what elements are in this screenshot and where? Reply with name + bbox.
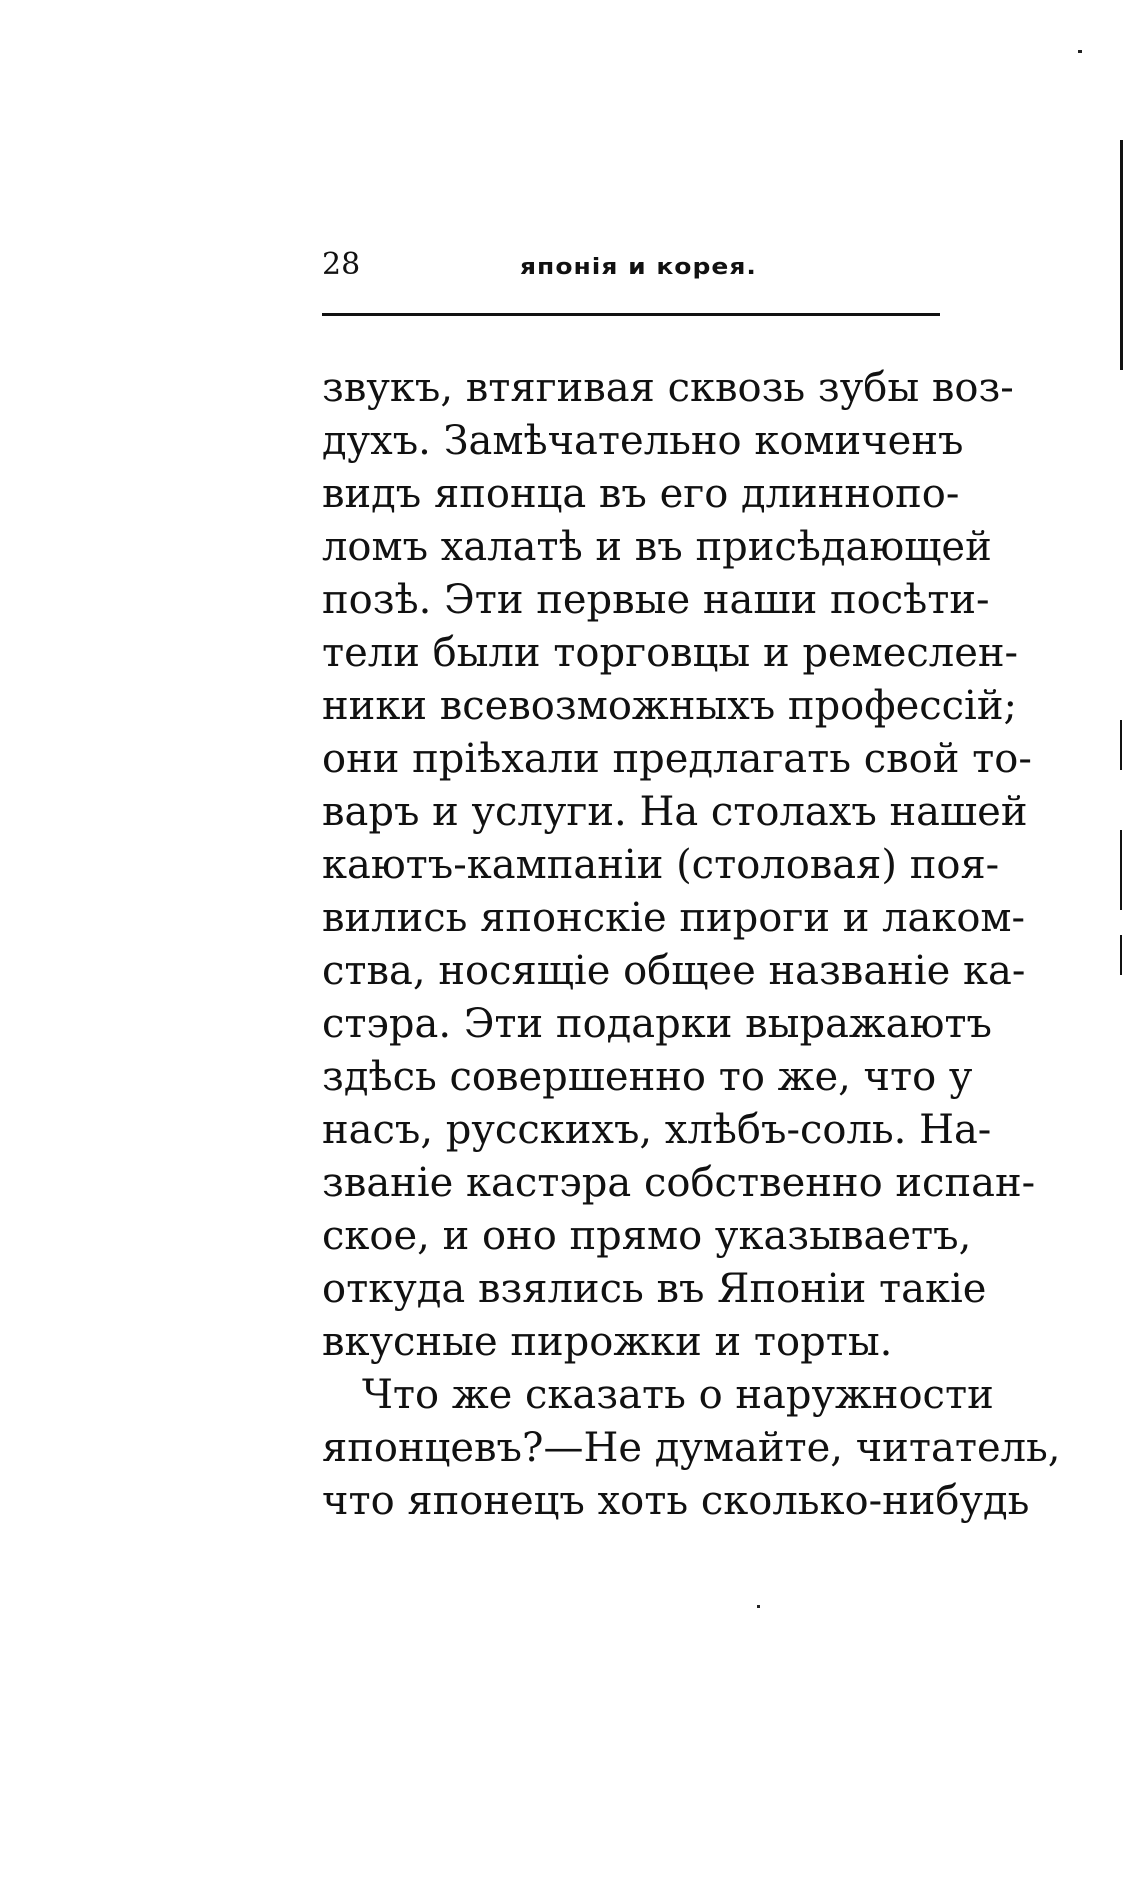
text-line: вились японскіе пироги и лаком-	[322, 895, 1026, 941]
text-line: они пріѣхали предлагать свой то-	[322, 736, 1032, 782]
scan-speck	[1078, 50, 1082, 53]
paragraph-1	[322, 362, 1036, 1369]
scan-edge-mark	[1120, 140, 1123, 370]
text-line: духъ. Замѣчательно комиченъ	[322, 418, 964, 464]
page-number: 28	[322, 247, 361, 282]
text-line: японцевъ?—Не думайте, читатель,	[322, 1425, 1061, 1471]
scan-speck	[757, 1605, 760, 1608]
text-line: званіе кастэра собственно испан-	[322, 1160, 1036, 1206]
text-line: тели были торговцы и ремеслен-	[322, 630, 1019, 676]
text-line: варъ и услуги. На столахъ нашей	[322, 789, 1028, 835]
scan-edge-mark	[1120, 720, 1122, 770]
text-line: насъ, русскихъ, хлѣбъ-соль. На-	[322, 1107, 992, 1153]
body-text	[322, 362, 1061, 1528]
text-line: здѣсь совершенно то же, что у	[322, 1054, 973, 1100]
text-line: звукъ, втягивая сквозь зубы воз-	[322, 365, 1014, 411]
text-line: каютъ-кампаніи (столовая) поя-	[322, 842, 1000, 888]
text-line: стэра. Эти подарки выражаютъ	[322, 1001, 992, 1047]
running-header	[322, 245, 942, 285]
text-line: позѣ. Эти первые наши посѣти-	[322, 577, 990, 623]
text-line: ства, носящіе общее названіе ка-	[322, 948, 1026, 994]
running-title: японія и корея.	[520, 253, 757, 280]
text-line: вкусные пирожки и торты.	[322, 1319, 893, 1365]
header-rule	[322, 313, 940, 316]
text-line: что японецъ хоть сколько-нибудь	[322, 1478, 1030, 1524]
text-line: видъ японца въ его длиннопо-	[322, 471, 960, 517]
scan-edge-mark	[1120, 830, 1122, 910]
text-line: откуда взялись въ Японіи такіе	[322, 1266, 987, 1312]
scan-edge-mark	[1120, 935, 1122, 975]
text-line: ское, и оно прямо указываетъ,	[322, 1213, 972, 1259]
text-line: ники всевозможныхъ профессій;	[322, 683, 1017, 729]
text-line: Что же сказать о наружности	[362, 1372, 994, 1418]
paragraph-2	[322, 1369, 1061, 1528]
text-line: ломъ халатѣ и въ присѣдающей	[322, 524, 992, 570]
